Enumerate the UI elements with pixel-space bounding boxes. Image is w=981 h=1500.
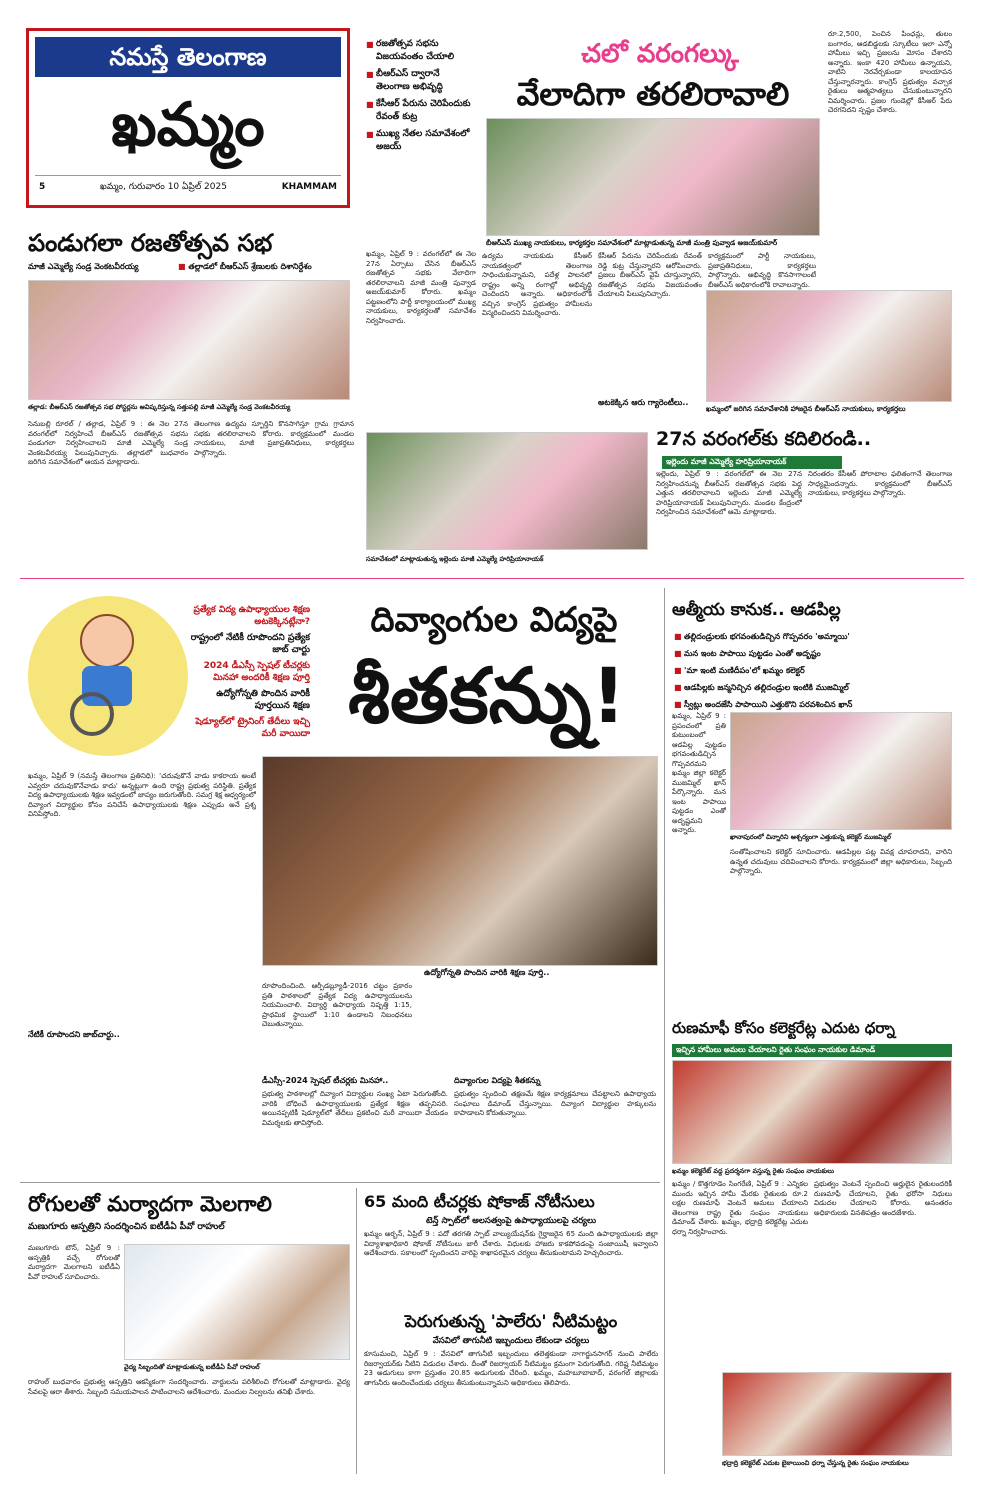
- hospital-col1: మణుగూరు టౌన్, ఏప్రిల్ 9 : ఆస్పత్రికి వచ్చే రోగులతో మర్యాదగా మెలగాలని ఐటీడీఏ పీవో రాహుల్ సూచించారు.: [28, 1244, 120, 1281]
- education-illustration: [28, 596, 188, 756]
- girl-child-bullet: ■ మన ఇంట పాపాయి పుట్టడం ఎంతో అదృష్టం: [674, 645, 954, 662]
- kadilirandi-headline: 27న వరంగల్‌కు కదిలిరండి..: [656, 428, 872, 450]
- edu-quote: రాష్ట్రంలో నేటికీ రూపొందని ప్రత్యేక జాబ్ చార్టు: [190, 633, 310, 655]
- warangal-right-col: రూ.2,500, పెంచిన పింఛన్లు, తులం బంగారం, ఆడబిడ్డలకు స్కూటీలు ఇలా ఎన్నో హామీలు ఇచ్చి ప్రజలను మోసం చేశారని అన్నారు. ఇంకా 420 హామీలు ఉన్నాయని, వాటిని నెరవేర్చకుండా కాలయాపన చేస్తున్నారన్నారు. కాంగ్రెస్ ప్రభుత్వం వచ్చాక రైతులు ఆత్మహత్యలు చేసుకుంటున్నారని విమర్శించారు. ప్రజల గుండెల్లో కేసీఆర్ పేరు చెరగనిదని స్పష్టం చేశారు.: [828, 30, 952, 114]
- warangal-photo-caption: బీఆర్ఎస్ ముఖ్య నాయకులు, కార్యకర్తల సమావేశంలో మాట్లాడుతున్న మాజీ మంత్రి పువ్వాడ అజయ్‌కుమార్: [486, 239, 778, 247]
- top-bullet: ■ కేసీఆర్ పేరును చెరిపేందుకు రేవంత్ కుట్ర: [366, 96, 474, 126]
- edu-quote: ప్రత్యేక విద్య ఉపాధ్యాయుల శిక్షణ అటకెక్కినట్లేనా?: [193, 605, 310, 627]
- girl-child-bullet: ■ 'మా ఇంటి మణిదీపం'లో ఖమ్మం కలెక్టర్: [674, 662, 954, 679]
- rule: [20, 1182, 660, 1183]
- education-photo-caption: ఉద్యోగోన్నతి పొందిన వారికి శిక్షణ పూర్తి..: [424, 968, 550, 977]
- hospital-caption: వైద్య సిబ్బందితో మాట్లాడుతున్న ఐటీడీఏ పీవో రాహుల్: [124, 1363, 260, 1371]
- festival-tag-marker: ■: [178, 262, 189, 271]
- top-bullet: ■ ముఖ్య నేతల సమావేశంలో అజయ్: [366, 126, 474, 156]
- education-col2: రూపొందించింది. ఆర్పీడబ్ల్యూడీ-2016 చట్టం ప్రకారం ప్రతి పాఠశాలలో ప్రత్యేక విద్య ఉపాధ్యాయులను నియమించాలి. విద్యార్థి ఉపాధ్యాయ నిష్పత్తి 1:15, ప్రాథమిక స్థాయిలో 1:10 ఉండాలని నిబంధనలు చెబుతున్నాయి.: [262, 982, 412, 1028]
- edition-title: ఖమ్మం: [111, 90, 265, 160]
- paleru-body: కూసుమంచి, ఏప్రిల్ 9 : వేసవిలో తాగునీటి ఇబ్బందులు తలెత్తకుండా నాగార్జునసాగర్ నుంచి పాలేరు రిజర్వాయర్‌కు నీటిని విడుదల చేశారు. దీంతో రిజర్వాయర్ నీటిమట్టం క్రమంగా పెరుగుతోంది. గరిష్ట నీటిమట్టం 23 అడుగులు కాగా ప్రస్తుతం 20.85 అడుగులకు చేరింది. ఖమ్మం, మహబూబాబాద్, వరంగల్ జిల్లాలకు తాగునీరు అందించేందుకు చర్యలు తీసుకుంటున్నామని అధికారులు తెలిపారు.: [364, 1350, 658, 1387]
- bhadradri-dharna-photo: [722, 1372, 952, 1456]
- girl-child-col1: ఖమ్మం, ఏప్రిల్ 9 : ప్రపంచంలో ప్రతి కుటుంబంలో ఆడపిల్ల పుట్టడం భగవంతుడిచ్చిన గొప్పవరమని ఖమ్మం జిల్లా కలెక్టర్ ముజమ్మిల్ ఖాన్ పేర్కొన్నారు. మన ఇంట పాపాయి పుట్టడం ఎంతో అదృష్టమని అన్నారు.: [672, 712, 726, 834]
- kadilirandi-col2: నిరంతరం కేసీఆర్ పోరాటాల ఫలితంగానే తెలంగాణ సాధ్యమైందన్నారు. కార్యక్రమంలో బీఆర్ఎస్ నాయకులు, కార్యకర్తలు పాల్గొన్నారు.: [808, 470, 952, 497]
- loan-waiver-col1: ఖమ్మం / కొత్తగూడెం సింగరేణి, ఏప్రిల్ 9 : ఎన్నికల ముందు ఇచ్చిన హామీ మేరకు రైతులకు రూ.2 లక్షల రుణమాఫీ వెంటనే అమలు చేయాలని తెలంగాణ రాష్ట్ర రైతు సంఘం నాయకులు డిమాండ్ చేశారు. ఖమ్మం, భద్రాద్రి కలెక్టరేట్ల ఎదుట ధర్నా నిర్వహించారు.: [672, 1180, 808, 1236]
- festival-col2: తెలంగాణ ఉద్యమ స్ఫూర్తిని కొనసాగిస్తూ గ్రామ గ్రామాన సభకు తరలిరావాలని కోరారు. కార్యక్రమంలో మండల నాయకులు, మాజీ ప్రజాప్రతినిధులు, కార్యకర్తలు పాల్గొన్నారు.: [194, 420, 354, 457]
- festival-photo: [28, 280, 350, 400]
- hospital-tag: మణుగూరు ఆస్పత్రిని సందర్శించిన ఐటీడీఏ పీవో రాహుల్: [28, 1222, 225, 1232]
- education-headline-big: శీతకన్ను!: [348, 651, 626, 740]
- loan-waiver-headline: రుణమాఫీ కోసం కలెక్టరేట్ల ఎదుట ధర్నా: [672, 1019, 895, 1037]
- page-number: 5: [39, 182, 46, 192]
- education-col1: ఖమ్మం, ఏప్రిల్ 9 (నమస్తే తెలంగాణ ప్రతినిధి): 'చదువుకొనే వాడు కాకరాయ అంటే ఎవ్వరూ చదువుకొనేవాడు కాదు' అన్నట్లుగా ఉంది రాష్ట్ర ప్రభుత్వ పరిస్థితి. ప్రత్యేక విద్య ఉపాధ్యాయులకు శిక్షణ ఇవ్వడంలో జాప్యం జరుగుతోంది. సమగ్ర శిక్ష ఆధ్వర్యంలో దివ్యాంగ విద్యార్థుల కోసం పనిచేసే ఉపాధ్యాయులకు శిక్షణ ఎప్పుడు అనే ప్రశ్న వినిపిస్తోంది.: [28, 772, 256, 818]
- haripriya-meeting-photo: [366, 432, 648, 550]
- festival-tag-text: తల్లాడలో బీఆర్ఎస్ శ్రేణులకు దిశానిర్దేశం: [188, 262, 312, 271]
- girl-child-bullet: ■ స్వీట్లు అందజేసి పాపాయిని ఎత్తుకొని పరవశించిన ఖాన్: [674, 696, 954, 713]
- rally-caption: ఖమ్మం కలెక్టరేట్ వద్ద ప్రదర్శనగా వస్తున్న రైతు సంఘం నాయకులు: [672, 1167, 835, 1175]
- paleru-tag: వేసవిలో తాగునీటి ఇబ్బందులు లేకుండా చర్యలు: [432, 1336, 590, 1346]
- haripriya-photo-caption: సమావేశంలో మాట్లాడుతున్న ఇల్లెందు మాజీ ఎమ్మెల్యే హరిప్రియానాయక్: [366, 555, 544, 563]
- loan-waiver-col2: ప్రభుత్వం వెంటనే స్పందించి అర్హులైన రైతులందరికీ రుణమాఫీ చేయాలని, రైతు భరోసా నిధులు విడుదల చేయాలని కోరారు. అనంతరం అధికారులకు వినతిపత్రం అందజేశారు.: [814, 1180, 952, 1217]
- girl-child-bullet: ■ తల్లిదండ్రులకు భగవంతుడిచ్చిన గొప్పవరం 'అమ్మాయి': [674, 628, 954, 645]
- teachers-headline: 65 మంది టీచర్లకు షోకాజ్ నోటీసులు: [364, 1192, 595, 1211]
- classroom-photo: [262, 756, 658, 966]
- education-sub1: నేటికీ రూపొందని జాబ్‌చార్టు..: [28, 1030, 120, 1039]
- warangal-col4: కార్యక్రమంలో పార్టీ నాయకులు, ప్రజాప్రతినిధులు, కార్యకర్తలు పాల్గొన్నారు. అభివృద్ధి కొనసాగాలంటే బీఆర్ఎస్ అధికారంలోకి రావాలన్నారు.: [708, 252, 816, 289]
- teachers-tag: టెన్త్ స్పాట్‌లో అలసత్వంపై ఉపాధ్యాయులపై చర్యలు: [425, 1216, 597, 1226]
- festival-tag: [178, 262, 350, 273]
- collector-photo: [730, 712, 952, 830]
- warangal-col3: కేసీఆర్ పేరును చెరిపేందుకు రేవంత్ రెడ్డి కుట్ర చేస్తున్నారని ఆరోపించారు. ప్రజలు బీఆర్ఎస్ వైపే చూస్తున్నారని, రజతోత్సవ సభను విజయవంతం చేయాలని పిలుపునిచ్చారు.: [598, 252, 702, 298]
- collector-caption: ఖానాపురంలో చిన్నారిని ఆశ్చర్యంగా ఎత్తుకున్న కలెక్టర్ ముజమ్మిల్: [730, 833, 892, 841]
- edu-quote: ఉద్యోగోన్నతి పొందిన వారికీ పూర్తయిన శిక్షణ: [216, 689, 310, 711]
- loan-waiver-tag: ఇచ్చిన హామీలు అమలు చేయాలని రైతు సంఘం నాయకుల డిమాండ్: [672, 1044, 952, 1057]
- warangal-kicker: [540, 34, 780, 74]
- girl-child-headline: ఆత్మీయ కానుక.. ఆడపిల్ల: [672, 600, 841, 620]
- paleru-headline: పెరుగుతున్న 'పాలేరు' నీటిమట్టం: [404, 1312, 618, 1332]
- kicker-prefix: చలో: [581, 39, 628, 69]
- child-wheelchair-icon: [62, 614, 154, 734]
- top-bullet: ■ బీఆర్ఎస్ ద్వారానే తెలంగాణ అభివృద్ధి: [366, 66, 474, 96]
- six-guarantees-subhead: అటకెక్కిన ఆరు గ్యారెంటీలు..: [598, 398, 689, 407]
- dateline-bar: [35, 175, 341, 197]
- kicker-place: వరంగల్: [636, 39, 739, 69]
- warangal-headline: వేలాదిగా తరలిరావాలి: [516, 75, 790, 113]
- education-col3: ప్రభుత్వ పాఠశాలల్లో దివ్యాంగ విద్యార్థుల సంఖ్య ఏటా పెరుగుతోంది. వారికి బోధించే ఉపాధ్యాయులకు ప్రత్యేక శిక్షణ తప్పనిసరి. అయినప్పటికీ షెడ్యూల్‌లో తేదీలు ప్రకటించి మరీ వాయిదా వేయడం విమర్శలకు తావిస్తోంది.: [262, 1090, 448, 1127]
- girl-child-col2: సంతోషించాలని కలెక్టర్ సూచించారు. ఆడపిల్లల పట్ల వివక్ష చూపరాదని, వారిని ఉన్నత చదువులు చదివించాలని కోరారు. కార్యక్రమంలో జిల్లా అధికారులు, సిబ్బంది పాల్గొన్నారు.: [730, 848, 952, 875]
- festival-headline: పండుగలా రజతోత్సవ సభ: [28, 229, 273, 257]
- dharna-caption: భద్రాద్రి కలెక్టరేట్ ఎదుట బైఠాయించి ధర్నా చేస్తున్న రైతు సంఘం నాయకులు: [722, 1459, 909, 1467]
- edu-quote: 2024 డీఎస్సీ స్పెషల్ టీచర్లకు మినహా అందరికీ శిక్షణ పూర్తి: [203, 661, 310, 683]
- education-quotes: [186, 604, 310, 740]
- masthead: [26, 28, 350, 208]
- girl-child-bullets: [674, 628, 954, 713]
- education-col4: ప్రభుత్వం స్పందించి తక్షణమే శిక్షణ కార్యక్రమాలు చేపట్టాలని ఉపాధ్యాయ సంఘాలు డిమాండ్ చేస్తున్నాయి. దివ్యాంగ విద్యార్థుల హక్కులను కాపాడాలని కోరుతున్నాయి.: [454, 1090, 656, 1117]
- edition-en: KHAMMAM: [281, 182, 337, 192]
- rule: [356, 1188, 357, 1474]
- education-headline-top: దివ్యాంగుల విద్యపై: [370, 600, 618, 640]
- festival-caption: తల్లాడ: బీఆర్ఎస్ రజతోత్సవ సభ పోస్టర్లను ఆవిష్కరిస్తున్న సత్తుపల్లి మాజీ ఎమ్మెల్యే సండ్ర వెంకటవీరయ్య: [28, 403, 291, 411]
- hospital-headline: రోగులతో మర్యాదగా మెలగాలి: [28, 1192, 272, 1216]
- warangal-meeting-photo: [486, 118, 820, 236]
- rule: [20, 578, 964, 579]
- festival-col1: సెనుబల్లి రూరల్ / తల్లాడ, ఏప్రిల్ 9 : ఈ నెల 27న వరంగల్‌లో నిర్వహించే బీఆర్ఎస్ రజతోత్సవ సభను పండుగలా నిర్వహించాలని మాజీ ఎమ్మెల్యే సండ్ర వెంకటవీరయ్య పిలుపునిచ్చారు. తల్లాడలో బుధవారం జరిగిన సమావేశంలో ఆయన మాట్లాడారు.: [28, 420, 188, 466]
- rule: [664, 588, 665, 1474]
- masthead-brand: నమస్తే తెలంగాణ: [35, 37, 341, 77]
- warangal-col1: ఖమ్మం, ఏప్రిల్ 9 : వరంగల్‌లో ఈ నెల 27న ఏర్పాటు చేసిన బీఆర్ఎస్ రజతోత్సవ సభకు వేలాదిగా తరలిరావాలని మాజీ మంత్రి పువ్వాడ అజయ్‌కుమార్ కోరారు. ఖమ్మం పట్టణంలోని పార్టీ కార్యాలయంలో ముఖ్య నాయకులు, కార్యకర్తలతో సమావేశం నిర్వహించారు.: [366, 250, 476, 325]
- warangal-col2: ఉద్యమ నాయకుడు కేసీఆర్ నాయకత్వంలో తెలంగాణ సాధించుకున్నామని, పదేళ్ల పాలనలో రాష్ట్రం అన్ని రంగాల్లో అభివృద్ధి చెందిందని అన్నారు. అధికారంలోకి వచ్చిన కాంగ్రెస్ ప్రభుత్వం హామీలను విస్మరించిందని విమర్శించారు.: [482, 252, 592, 317]
- hospital-photo: [124, 1244, 350, 1360]
- teachers-body: ఖమ్మం అర్బన్, ఏప్రిల్ 9 : పదో తరగతి స్పాట్ వాల్యుయేషన్‌కు గైర్హాజరైన 65 మంది ఉపాధ్యాయులకు జిల్లా విద్యాశాఖాధికారి షోకాజ్ నోటీసులు జారీ చేశారు. విధులకు హాజరు కాకపోవడంపై సంజాయిషీ ఇవ్వాలని ఆదేశించారు. సకాలంలో స్పందించని వారిపై శాఖాపరమైన చర్యలు తీసుకుంటామని హెచ్చరించారు.: [364, 1230, 658, 1257]
- education-sub2: డీఎస్సీ-2024 స్పెషల్ టీచర్లకు మినహా..: [262, 1076, 389, 1085]
- dateline: ఖమ్మం, గురువారం 10 ఏప్రిల్ 2025: [99, 182, 227, 192]
- top-bullets: [366, 36, 474, 156]
- khammam-rally-photo: [672, 1060, 952, 1164]
- festival-byline: మాజీ ఎమ్మెల్యే సండ్ర వెంకటవీరయ్య: [28, 262, 139, 271]
- hospital-col2: రాహుల్ బుధవారం ప్రభుత్వ ఆస్పత్రిని ఆకస్మికంగా సందర్శించారు. వార్డులను పరిశీలించి రోగులతో మాట్లాడారు. వైద్య సేవలపై ఆరా తీశారు. సిబ్బంది సమయపాలన పాటించాలని ఆదేశించారు. మందుల నిల్వలను తనిఖీ చేశారు.: [28, 1378, 350, 1396]
- kadilirandi-col1: ఇల్లెందు, ఏప్రిల్ 9 : వరంగల్‌లో ఈ నెల 27న నిర్వహించనున్న బీఆర్ఎస్ రజతోత్సవ సభకు పెద్ద ఎత్తున తరలిరావాలని ఇల్లెందు మాజీ ఎమ్మెల్యే హరిప్రియానాయక్ పిలుపునిచ్చారు. మండల కేంద్రంలో నిర్వహించిన సమావేశంలో ఆమె మాట్లాడారు.: [656, 470, 802, 516]
- edu-quote: షెడ్యూల్‌లో ట్రైనింగ్ తేదీలు ఇచ్చి మరీ వాయిదా: [195, 717, 310, 739]
- khammam-meeting-caption: ఖమ్మంలో జరిగిన సమావేశానికి హాజరైన బీఆర్ఎస్ నాయకులు, కార్యకర్తలు: [706, 405, 906, 413]
- khammam-meeting-photo: [706, 290, 952, 402]
- education-sub3: దివ్యాంగుల విద్యపై శీతకన్ను: [454, 1076, 541, 1085]
- girl-child-bullet: ■ ఆడపిల్లకు జన్మనిచ్చిన తల్లిదండ్రుల ఇంటికి ముజమ్మిల్: [674, 679, 954, 696]
- top-bullet: ■ రజతోత్సవ సభను విజయవంతం చేయాలి: [366, 36, 474, 66]
- kadilirandi-tag: ఇల్లెందు మాజీ ఎమ్మెల్యే హరిప్రియానాయక్: [662, 456, 842, 469]
